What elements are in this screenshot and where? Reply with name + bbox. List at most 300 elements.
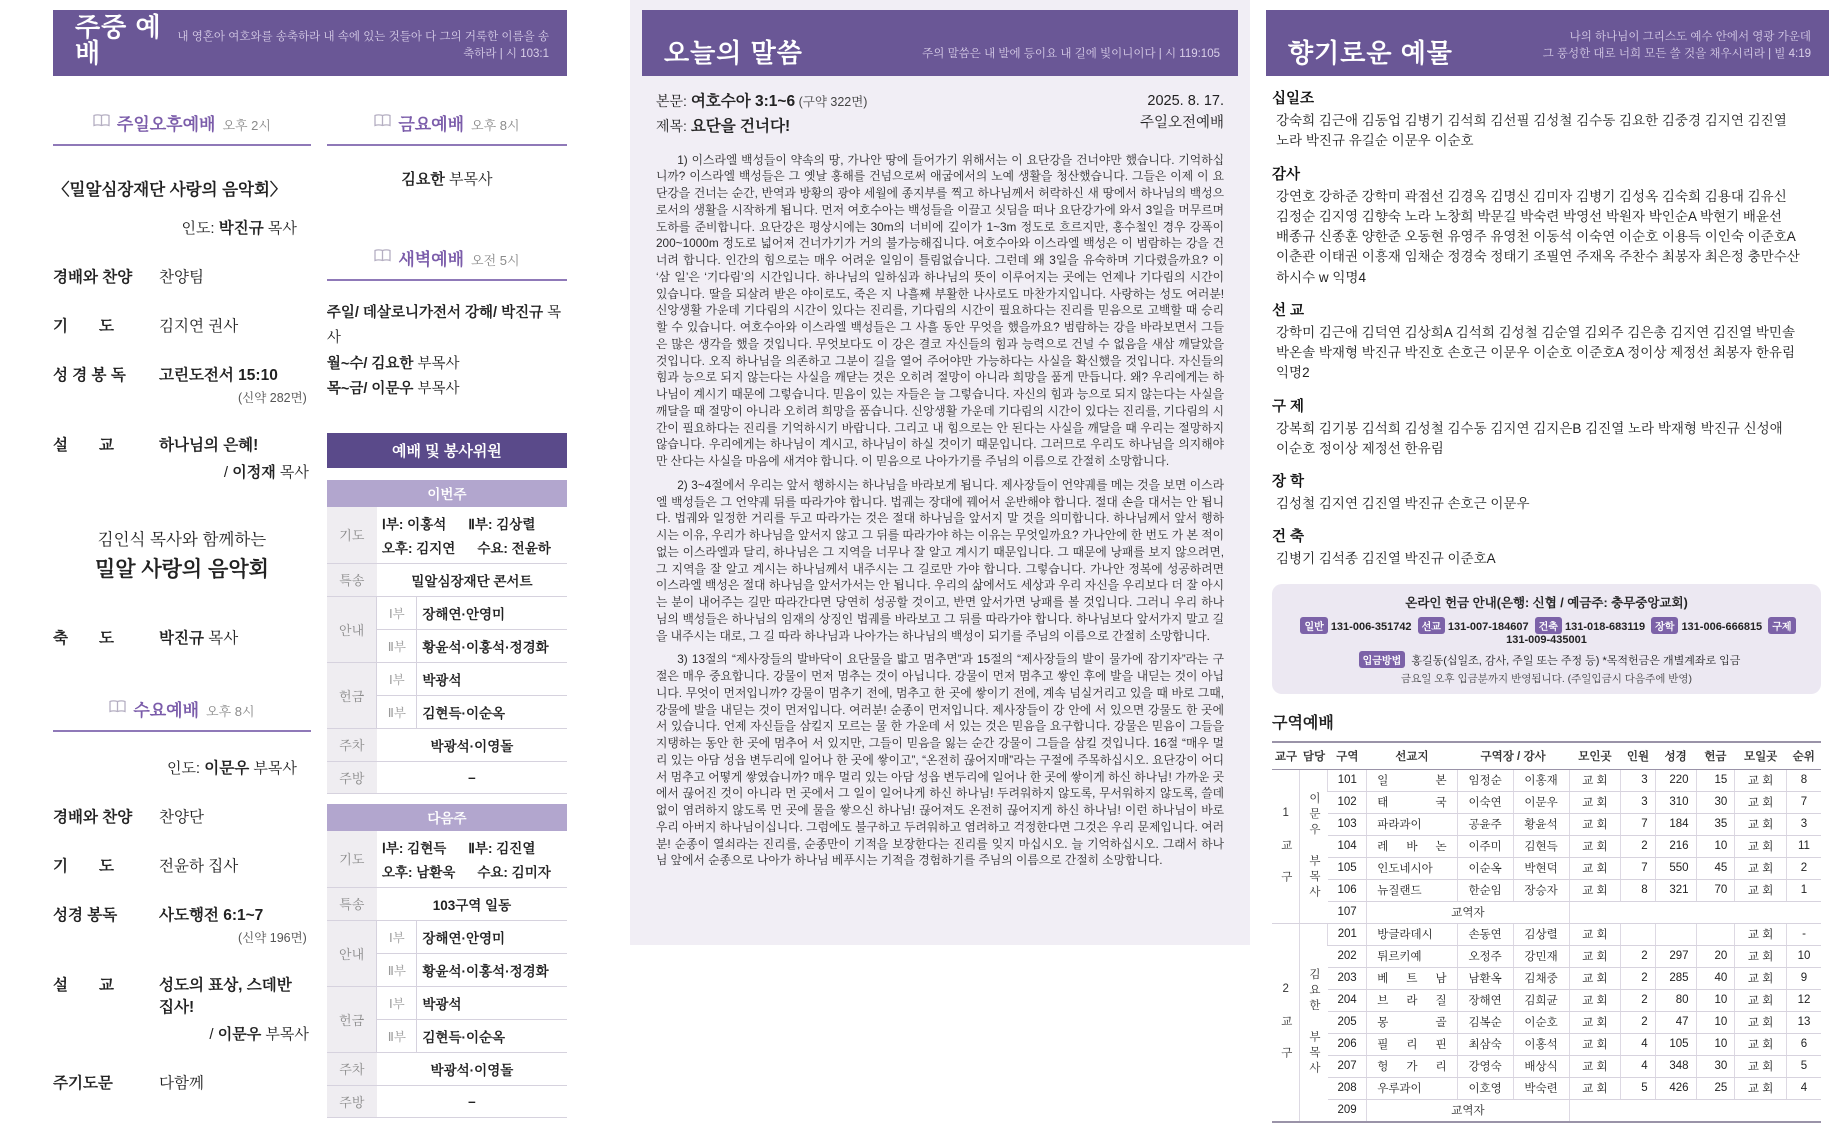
dawn-line	[327, 301, 567, 352]
group-speaker: 김상렬	[1513, 923, 1569, 945]
group-row	[1272, 1099, 1821, 1122]
meeting-place: 교 회	[1569, 1011, 1621, 1033]
offering-names: 강복희 김기봉 김석희 김성철 김수동 김지연 김지은B 김진열 노라 박재형 박진규 신성애	[1276, 420, 1783, 436]
week-header: 다음주	[327, 804, 567, 831]
mission-field: 방글라데시	[1367, 923, 1457, 945]
group-leader: 한순임	[1457, 879, 1513, 901]
promo-line1: 김인식 목사와 함께하는	[97, 531, 267, 549]
rank: -	[1786, 923, 1821, 945]
sermon-paragraph: 3) 13절의 “제사장들의 발바닥이 요단물을 밟고 멈추면”과 15절의 “제사장들의 발이 물가에 잠기자”라는 구절은 매우 중요합니다. 강물이 먼저 멈추는 것이 아닙니다. 강물이 먼저 멈추고 쌓인 후에 발을 내딛는 것이 아닙니다. 무엇이 먼저입니까? 강물이 멈추기 전에, 멈추고 한 곳에 쌓이기 전에, 계속 넘실거리고 있을 때 바로 그때, 강물에 발을 내딛는 것이 먼저입니다. 여러분! 순종이 먼저입니다. 제사장들이 강 안에 서 있으면 강물도 한 곳에 서 있습니다. 언제 자신들을 삼킬지 모르는 물 한 가운데 서 있는 것은 믿음을 요구합니다. 강물은 믿음이 그들을 지탱하는 동안 한 곳에 멈추어 서 있지만, 그들이 믿음을 잃는 순간 강물이 그들을 삼킬 것입니다. 16절 “매우 멀리 있는 아담 성읍 변두리에 일어나 한 곳에 쌓이고”, “온전히 끊어지매”라는 구절에 주목하십시오. 요단강이 어디서 멈추고 어떻게 쌓였습니까? 매우 멀리 있는 아담 성읍 변두리에 일어나 한 곳에 쌓이게 하신 하나님! 가까운 곳에서 끊어진 것이 아니라 먼 곳에서 그 일이 일어나게 하신 하나님! 두려워하지 않도록, 무서워하지 않도록, 쓸데없이 염려하지 않도록 먼 곳에 물을 쌓으신 하나님! 끊어져도 온전히 끊어지게 하신 하나님! 이런 하나님이 바로 우리 아버지 하나님이십니다. 그럼에도 불구하고 두려워하고 염려하고 걱정한다면 그것은 우리 문제입니다. 여러분! 순종이 열쇠라는 진리를, 순종만이 기적을 보장한다는 진리를 잊지 마십시오. 늘 기억하십시오. 그래서 하나님 앞에서 순종으로 나아가 하나님 베푸시는 기적을 경험하기를 주님의 이름으로 간절히 소망합니다.	[656, 652, 1224, 868]
offering-amount: 10	[1696, 1033, 1735, 1055]
part-label: Ⅱ부:	[468, 840, 493, 856]
column-sunday-afternoon	[53, 76, 311, 1118]
worship-row	[53, 805, 311, 827]
dawn-pastor: 박진규	[501, 305, 544, 321]
col-district: 교구	[1272, 742, 1300, 770]
offering-amount: 45	[1696, 857, 1735, 879]
sermon-info	[656, 90, 1224, 140]
rank: 12	[1786, 989, 1821, 1011]
meeting-place: 교 회	[1569, 945, 1621, 967]
section-time: 오후 2시	[222, 118, 271, 133]
offering-amount: 10	[1696, 835, 1735, 857]
row-value	[159, 973, 311, 1044]
row-label: 주차	[327, 728, 377, 761]
passage-label: 본문:	[656, 93, 691, 109]
table-row	[327, 920, 567, 953]
offering-amount: 20	[1696, 945, 1735, 967]
cell-number: 206	[1328, 1033, 1367, 1055]
offering-names: 김정순 김지영 김향숙 노라 노창희 박문길 박숙련 박영선 박원자 박인순A 박현기 배윤선	[1276, 208, 1782, 224]
worship-row	[53, 265, 311, 287]
attendance: 4	[1621, 1033, 1655, 1055]
bible-reading: 184	[1655, 813, 1696, 835]
mission-field: 뉴질랜드	[1367, 879, 1457, 901]
section-wednesday	[53, 696, 311, 732]
cell-number: 208	[1328, 1077, 1367, 1099]
next-place: 교 회	[1735, 813, 1787, 835]
mission-field: 몽 골	[1367, 1011, 1457, 1033]
sermon-title: 요단을 건너다!	[690, 117, 791, 135]
scripture-ref: 고린도전서 15:10	[159, 367, 278, 384]
scripture-ref: 사도행전 6:1~7	[159, 907, 264, 925]
group-speaker: 배상식	[1513, 1055, 1569, 1077]
attendance: 2	[1621, 945, 1655, 967]
column-other-services	[327, 76, 567, 1118]
part-label: 수요:	[477, 540, 508, 556]
benediction-role: 목사	[203, 630, 239, 648]
group-row	[1272, 901, 1821, 923]
dawn-pastor: 이문우	[371, 381, 414, 398]
group-speaker: 김현득	[1513, 835, 1569, 857]
group-leader: 이숙연	[1457, 791, 1513, 813]
offering-names: 박온솔 박재형 박진규 박진호 손호근 이문우 이순호 이준호A 정이상 제정선 최봉자 한유림	[1276, 345, 1795, 360]
committee-title-bar: 예배 및 봉사위원	[327, 433, 567, 468]
leader-role: 목사	[267, 220, 297, 237]
account-label: 선교	[1418, 617, 1445, 634]
row-label: 설 교	[53, 437, 114, 454]
group-row	[1272, 1077, 1821, 1099]
friday-pastor	[327, 168, 567, 189]
sermon-byline	[159, 461, 311, 482]
col-cell-no: 구역	[1328, 742, 1367, 770]
group-speaker: 김채중	[1513, 967, 1569, 989]
leader-line	[53, 216, 311, 238]
passage-line	[656, 90, 867, 115]
leader-line	[53, 756, 311, 778]
worship-row	[53, 626, 311, 648]
row-label: 헌금	[327, 662, 377, 728]
preacher-role: 목사	[275, 464, 309, 481]
empty-cell	[1569, 1099, 1821, 1122]
group-row	[1272, 1011, 1821, 1033]
table-row	[327, 596, 567, 629]
page-todays-word	[630, 0, 1250, 945]
row-label: 안내	[327, 596, 377, 662]
giving-note: 금요일 오후 입금분까지 반영됩니다. (주일입금시 다음주에 반영)	[1400, 672, 1693, 685]
offering-names: 강학미 김근애 김덕연 김상희A 김석희 김성철 김순열 김외주 김은총 김지연 김진열 박민솔	[1276, 324, 1795, 340]
row-label: 경배와 찬양	[53, 809, 133, 827]
cell-number: 102	[1328, 791, 1367, 813]
offering-lists	[1272, 87, 1821, 570]
persons: –	[377, 761, 567, 793]
account-number: 131-007-184607	[1447, 620, 1529, 633]
leader-label: 인도:	[166, 760, 201, 778]
rank: 6	[1786, 1033, 1821, 1055]
attendance: 2	[1621, 835, 1655, 857]
row-value: 김지연 권사	[159, 318, 239, 335]
part-label: Ⅰ부	[377, 596, 417, 629]
offering-amount: 30	[1696, 1055, 1735, 1077]
part-label: Ⅱ부	[377, 953, 417, 986]
persons: 황윤석·이홍석·정경화	[417, 629, 567, 662]
persons: 장해연·안영미	[417, 596, 567, 629]
leader-label: 인도:	[181, 220, 215, 237]
account-label: 구제	[1768, 617, 1795, 634]
group-leader: 임정순	[1457, 769, 1513, 791]
bible-reading: 105	[1655, 1033, 1696, 1055]
concert-promo	[53, 528, 311, 586]
worship-row	[53, 973, 311, 1044]
slash: /	[209, 1026, 218, 1044]
offering-heading: 구 제	[1272, 398, 1305, 415]
rank: 1	[1786, 879, 1821, 901]
table-row	[327, 1052, 567, 1085]
table-row	[327, 986, 567, 1019]
worship-row	[53, 1071, 311, 1093]
cell-number: 107	[1328, 901, 1367, 923]
part-label: Ⅰ부	[377, 920, 417, 953]
attendance: 4	[1621, 1055, 1655, 1077]
district-cell: 김요한 부목사	[1300, 923, 1328, 1122]
row-value	[159, 433, 311, 482]
passage-ref: 여호수아 3:1~6	[690, 93, 796, 110]
dawn-pastor: 김요한	[371, 355, 414, 372]
meeting-place: 교 회	[1569, 1077, 1621, 1099]
group-row	[1272, 791, 1821, 813]
account-label: 장학	[1651, 617, 1678, 634]
offering-names: 이순호 정이상 제정선 한유림	[1276, 440, 1444, 456]
meeting-place: 교 회	[1569, 923, 1621, 945]
row-value	[159, 363, 311, 406]
rank: 7	[1786, 791, 1821, 813]
persons: 박광석·이영돌	[377, 728, 567, 761]
part-label: Ⅰ부:	[381, 840, 404, 856]
row-label: 안내	[327, 920, 377, 986]
account-numbers	[1284, 617, 1809, 646]
col-offering: 헌금	[1696, 742, 1735, 770]
offering-amount: 30	[1696, 791, 1735, 813]
meeting-place: 교 회	[1569, 989, 1621, 1011]
empty-cell	[1569, 901, 1821, 923]
table-row	[327, 761, 567, 793]
offering-amount: 25	[1696, 1077, 1735, 1099]
leader-name: 이문우	[204, 760, 250, 778]
dawn-day: 월~수/	[326, 355, 372, 372]
method-label: 입금방법	[1359, 651, 1406, 668]
weekday-header-bar	[53, 10, 567, 76]
group-row	[1272, 945, 1821, 967]
group-speaker: 강민재	[1513, 945, 1569, 967]
part-label: Ⅰ부	[377, 662, 417, 695]
offering-heading: 건 축	[1272, 529, 1305, 546]
account-number: 131-009-435001	[1506, 633, 1587, 646]
row-label: 주방	[327, 761, 377, 793]
next-place: 교 회	[1735, 1055, 1787, 1077]
group-row	[1272, 857, 1821, 879]
benediction-name: 박진규	[159, 630, 204, 648]
prayer-cell	[377, 507, 567, 564]
mission-field: 레 바 논	[1367, 835, 1457, 857]
row-label: 기 도	[53, 858, 114, 876]
group-worship-title: 구역예배	[1272, 714, 1334, 732]
mission-field: 필 리 핀	[1367, 1033, 1457, 1055]
attendance: 2	[1621, 989, 1655, 1011]
group-row	[1272, 813, 1821, 835]
attendance: 2	[1621, 967, 1655, 989]
next-place: 교 회	[1735, 879, 1787, 901]
leader-role: 부목사	[253, 760, 297, 778]
meeting-place: 교 회	[1569, 857, 1621, 879]
group-leader: 남환옥	[1457, 967, 1513, 989]
district-cell: 이문우 부목사	[1300, 769, 1328, 923]
group-leader: 이순옥	[1457, 857, 1513, 879]
group-speaker: 박현덕	[1513, 857, 1569, 879]
staff-cell: 교역자	[1367, 1099, 1569, 1122]
col-next-place: 모일곳	[1735, 742, 1787, 770]
meeting-place: 교 회	[1569, 835, 1621, 857]
attendance: 3	[1621, 769, 1655, 791]
page-offerings	[1256, 0, 1835, 1117]
offering-heading: 감사	[1272, 166, 1301, 183]
header-verse: 주의 말씀은 내 발에 등이요 내 길에 빛이니이다 | 시 119:105	[922, 47, 1220, 60]
next-place: 교 회	[1735, 1033, 1787, 1055]
rank: 3	[1786, 813, 1821, 835]
row-label: 경배와 찬양	[53, 269, 133, 286]
next-place: 교 회	[1735, 791, 1787, 813]
leader-name: 박진규	[218, 220, 264, 237]
meeting-place: 교 회	[1569, 769, 1621, 791]
persons: 김현득·이순옥	[417, 1019, 567, 1052]
group-worship-table	[1272, 741, 1821, 1123]
table-row	[327, 507, 567, 564]
group-leader: 공윤주	[1457, 813, 1513, 835]
next-place: 교 회	[1735, 1077, 1787, 1099]
rank: 4	[1786, 1077, 1821, 1099]
attendance: 7	[1621, 857, 1655, 879]
rank: 10	[1786, 945, 1821, 967]
persons: 박광석	[417, 986, 567, 1019]
sermon-title: 성도의 표상, 스데반 집사!	[159, 977, 292, 1017]
persons: 김현득·이순옥	[417, 695, 567, 728]
row-label: 주차	[327, 1052, 377, 1085]
passage-page: (구약 322면)	[795, 95, 868, 109]
cell-number: 105	[1328, 857, 1367, 879]
bible-reading: 47	[1655, 1011, 1696, 1033]
bible-reading: 220	[1655, 769, 1696, 791]
person: 김미자	[511, 864, 551, 880]
preacher-name: 이문우	[217, 1026, 262, 1044]
dawn-role: 부목사	[413, 355, 460, 372]
bible-reading	[1655, 923, 1696, 945]
scripture-page: (신약 282면)	[237, 391, 307, 405]
cell-number: 204	[1328, 989, 1367, 1011]
header-verse	[1543, 29, 1811, 67]
group-row	[1272, 879, 1821, 901]
mission-field: 헝 가 리	[1367, 1055, 1457, 1077]
preacher-name: 이정재	[232, 464, 276, 481]
group-leader: 강영숙	[1457, 1055, 1513, 1077]
rank: 13	[1786, 1011, 1821, 1033]
offering-heading: 십일조	[1272, 91, 1315, 107]
offering-names: 김병기 김석종 김진열 박진규 이준호A	[1276, 551, 1496, 567]
cell-number: 201	[1328, 923, 1367, 945]
group-row	[1272, 923, 1821, 945]
group-leader: 오정주	[1457, 945, 1513, 967]
worship-row	[53, 903, 311, 946]
next-place: 교 회	[1735, 945, 1787, 967]
row-label: 주기도문	[53, 1075, 113, 1093]
offering-amount: 15	[1696, 769, 1735, 791]
offering-section	[1272, 299, 1821, 384]
meeting-place: 교 회	[1569, 967, 1621, 989]
offering-section	[1272, 525, 1821, 569]
bible-reading: 297	[1655, 945, 1696, 967]
special-song: 103구역 일동	[377, 887, 567, 920]
next-place: 교 회	[1735, 967, 1787, 989]
deposit-method	[1284, 651, 1809, 668]
offering-section	[1272, 87, 1821, 152]
row-value: 전윤하 집사	[159, 858, 239, 876]
row-value	[159, 626, 311, 648]
group-speaker: 이순호	[1513, 1011, 1569, 1033]
section-title: 새벽예배	[398, 250, 465, 269]
offering-amount	[1696, 923, 1735, 945]
col-mission: 선교지	[1367, 742, 1457, 770]
cell-number: 104	[1328, 835, 1367, 857]
mission-field: 우루과이	[1367, 1077, 1457, 1099]
meeting-place: 교 회	[1569, 1055, 1621, 1077]
offering-names: 배종규 신종훈 양한준 오동현 유영주 유영천 이동석 이숙연 이순호 이용득 이인숙 이준호A	[1276, 229, 1796, 244]
col-bible: 성경	[1655, 742, 1696, 770]
prayer-cell	[377, 831, 567, 888]
staff-cell: 교역자	[1367, 901, 1569, 923]
account-label: 일반	[1300, 617, 1327, 634]
person: 남환욱	[416, 864, 456, 880]
section-title: 수요예배	[133, 701, 200, 721]
meeting-place: 교 회	[1569, 1033, 1621, 1055]
row-value: 찬양단	[159, 809, 204, 827]
part-label: 오후:	[381, 540, 413, 556]
attendance: 3	[1621, 791, 1655, 813]
row-label: 주방	[327, 1085, 377, 1117]
row-label: 성 경 봉 독	[53, 367, 126, 384]
mission-field: 태 국	[1367, 791, 1457, 813]
offering-amount: 35	[1696, 813, 1735, 835]
group-row	[1272, 835, 1821, 857]
book-icon	[93, 114, 110, 132]
week-header: 이번주	[327, 480, 567, 507]
bible-reading: 285	[1655, 967, 1696, 989]
account-number: 131-006-666815	[1681, 620, 1763, 633]
mission-field: 베 트 남	[1367, 967, 1457, 989]
group-leader: 장해연	[1457, 989, 1513, 1011]
cell-number: 203	[1328, 967, 1367, 989]
person: 김지연	[416, 540, 456, 556]
cell-number: 209	[1328, 1099, 1367, 1122]
sermon-body	[656, 152, 1224, 870]
table-row	[327, 887, 567, 920]
slash: /	[223, 464, 233, 481]
mission-field: 일 본	[1367, 769, 1457, 791]
table-row	[327, 662, 567, 695]
next-place: 교 회	[1735, 857, 1787, 879]
persons: 박광석·이영돌	[377, 1052, 567, 1085]
table-header-row	[1272, 742, 1821, 770]
sermon-paragraph: 2) 3~4절에서 우리는 앞서 행하시는 하나님을 바라보게 됩니다. 제사장들이 언약궤를 메는 것을 보면 이스라엘 백성들은 그 언약궤 뒤를 따라가야 합니다. 법궤는 장대에 꿰어서 운반해야 합니다. 절대 손을 대서는 안 됩니다. 법궤와 일정한 거리를 두고 따라가는 것은 절대 하나님을 앞서지 말 것을 의미합니다. 하나님께서 앞서 행하시는 이유, 우리가 하나님을 앞서지 않고 그 뒤를 따라가야 하는 이유는 무엇일까요? 가나안에 한 번도 가 본 적이 없는 이스라엘과 달리, 하나님은 그 지역을 너무나 잘 알고 계시기 때문입니다. 그 때문에 낭패를 보지 않으려면, 그 지역을 잘 알고 계시는 하나님께서 내주시는 그 길로만 가야 합니다. 그렇습니다. 가나안 정복에 성공하려면 이스라엘 백성은 절대 하나님을 앞서가서는 안 됩니다. 우리의 삶에서도 세상과 우리 자신을 우리보다 더 잘 아시는 분이 내어주는 길만 따라간다면 당연히 성공할 것이고, 반면 앞서가면 낭패를 볼 것입니다. 그러니 우리 하나님의 백성들은 하나님의 임재의 상징인 법궤를 바라보고 그 뒤를 따라가야 합니다. 하나님보다 앞서가지 말고 길을 내주시는 대로, 그 길 따라 하나님과 나아가는 하나님의 백성이 되기를 주님의 이름으로 간절히 소망합니다.	[656, 477, 1224, 643]
bible-reading: 321	[1655, 879, 1696, 901]
district-cell: 1 교 구	[1272, 769, 1300, 923]
date-block	[1140, 90, 1224, 140]
group-row	[1272, 1055, 1821, 1077]
group-leader: 김복순	[1457, 1011, 1513, 1033]
bible-reading: 310	[1655, 791, 1696, 813]
book-icon	[374, 114, 391, 132]
title-line	[656, 115, 867, 140]
group-speaker: 이홍석	[1513, 1033, 1569, 1055]
col-leader-speaker: 구역장 / 강사	[1457, 742, 1569, 770]
cell-number: 202	[1328, 945, 1367, 967]
group-speaker: 김희균	[1513, 989, 1569, 1011]
account-label: 건축	[1535, 617, 1562, 634]
person: 이홍석	[407, 516, 447, 532]
worship-row	[53, 363, 311, 406]
row-label: 특송	[327, 563, 377, 596]
cell-number: 101	[1328, 769, 1367, 791]
sermon-paragraph: 1) 이스라엘 백성들이 약속의 땅, 가나안 땅에 들어가기 위해서는 이 요단강을 건너야만 했습니다. 기억하십니까? 이스라엘 백성들은 그 옛날 홍해를 건넘으로써 애굽에서의 노예 생활을 청산했습니다. 그들은 이제 이 요단강을 건너는 순간, 반역과 방황의 광야 세월에 종지부를 찍고 하나님께서 허락하신 새 땅에서 하나님의 백성으로서의 생활을 시작하게 됩니다. 먼저 여호수아는 백성들을 이끌고 싯딤을 떠나 요단강가에 와서 3일을 머무르며 도하를 준비합니다. 요단강은 평상시에는 30m의 너비에 깊이가 1~3m 정도로 흐르지만, 홍수철인 경우 강폭이 200~1000m 정도로 넓어져 건너가기가 거의 불가능해집니다. 여호수아와 이스라엘 백성은 이 범람하는 강을 건너려 합니다. 인간의 힘으로는 매우 어려운 일임이 틀림없습니다. 그런데 왜 3일을 유숙하며 기다렸을까요? 이 ‘삼 일’은 ‘기다림’의 시간입니다. 하나님의 일하심과 하나님의 뜻이 이루어지는 곳에는 언제나 기다림의 시간이 있습니다. 딸을 되살려 받은 야이로도, 죽은 지 나흘째 부활한 나사로도 마찬가지입니다. 사랑하는 성도 여러분! 신앙생활 가운데 기다림의 시간이 있다는 진리를, 기다림의 시간이 필요하다는 진리를 믿음으로 고백할 때 승리할 수 있습니다. 여호수아와 이스라엘 백성들은 그 사흘 동안 무엇을 했을까요? 범람하는 강을 바라보면서 그들은 많은 생각을 했을 것입니다. 무엇보다도 이 강은 결코 자신들의 힘과 능력으로 건널 수 없음을 새삼 깨달았을 것입니다. 오직 하나님을 의존하고 그분이 길을 열어 주어야만 가능하다는 사실을 확신했을 것입니다. 자신들의 힘과 능으로 되지 않는다는 사실을 깨닫는 것은 오히려 절망이 아니라 희망을 품게 만듭니다. 왜? 우리에게는 하나님이 계시기 때문에 그렇습니다. 믿음이 있는 자들은 늘 그렇습니다. 자신의 힘과 능으로 되지 않는다는 사실을 깨달을 때 절망이 아니라 오히려 희망을 품습니다. 신앙생활 가운데 기다림의 시간이 있다는 진리를, 기다림의 시간이 필요하다는 진리를 기억하시기 바랍니다. 그리고 내 힘으로는 안 된다는 사실을 깨달을 때 우리는 절망하지 않습니다. 우리에게는 하나님이 계시고, 하나님이 하실 것이기 때문입니다. 그러므로 우리도 하나님을 의지해야만 산다는 사실을 마음에 새겨야 합니다. 이 믿음으로 나아가기를 주님의 이름으로 간절히 소망합니다.	[656, 152, 1224, 469]
promo-line2: 밀알 사랑의 음악회	[94, 557, 269, 581]
mission-field: 브 라 질	[1367, 989, 1457, 1011]
row-label: 기도	[327, 831, 377, 888]
person: 김현득	[407, 840, 447, 856]
bible-reading: 80	[1655, 989, 1696, 1011]
offering-header-bar	[1266, 10, 1829, 76]
page-title: 향기로운 예물	[1288, 38, 1453, 68]
offering-names: 익명2	[1276, 365, 1310, 381]
attendance: 8	[1621, 879, 1655, 901]
part-label: 오후:	[381, 864, 413, 880]
rank: 5	[1786, 1055, 1821, 1077]
person: 전윤하	[511, 540, 551, 556]
dawn-role: 목사	[326, 305, 562, 347]
cell-number: 103	[1328, 813, 1367, 835]
group-speaker: 이홍재	[1513, 769, 1569, 791]
scripture-page: (신약 196면)	[237, 931, 307, 946]
title-label: 제목:	[656, 117, 691, 134]
event-title: 〈밀알심장재단 사랑의 음악회〉	[53, 181, 287, 199]
header-verse: 내 영혼아 여호와를 송축하라 내 속에 있는 것들아 다 그의 거룩한 이름을 송축하라 | 시 103:1	[177, 30, 549, 60]
offering-names: 노라 박진규 유길순 이문우 이순호	[1276, 133, 1474, 149]
attendance: 7	[1621, 813, 1655, 835]
next-place: 교 회	[1735, 769, 1787, 791]
offering-amount: 40	[1696, 967, 1735, 989]
cell-number: 106	[1328, 879, 1367, 901]
dawn-line	[327, 377, 567, 402]
next-place: 교 회	[1735, 989, 1787, 1011]
offering-section	[1272, 470, 1821, 514]
method-text: 홍길동(십일조, 감사, 주일 또는 주정 등) *목적헌금은 개별계좌로 입금	[1411, 654, 1741, 667]
row-label: 기 도	[53, 318, 114, 335]
dawn-role: 부목사	[413, 381, 460, 398]
